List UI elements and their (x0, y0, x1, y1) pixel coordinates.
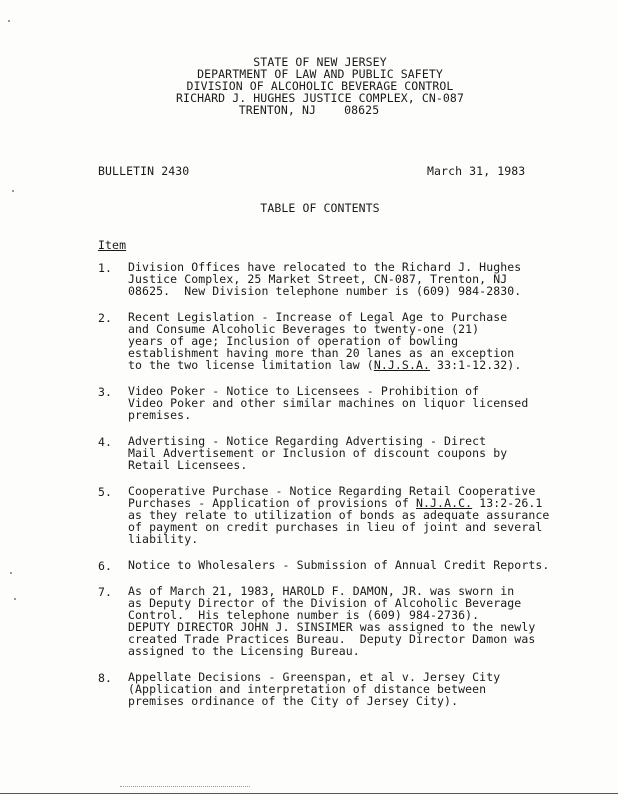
item-number: 7. (98, 585, 113, 599)
item-line: as they relate to utilization of bonds as adequate assurance (128, 508, 550, 522)
item-line: premises. (128, 408, 192, 422)
item-column-heading: Item (98, 238, 127, 252)
item-line: Cooperative Purchase - Notice Regarding Retail Cooperative (128, 484, 536, 498)
letterhead-line: DIVISION OF ALCOHOLIC BEVERAGE CONTROL (186, 79, 454, 93)
item-line: Justice Complex, 25 Market Street, CN-087, Trenton, NJ (128, 272, 508, 286)
scan-speck (10, 572, 12, 574)
letterhead-line: TRENTON, NJ 08625 (238, 103, 380, 117)
item-line: Notice to Wholesalers - Submission of Annual Credit Reports. (128, 558, 550, 572)
item-line: Video Poker - Notice to Licensees - Prohibition of (128, 384, 480, 398)
item-line: created Trade Practices Bureau. Deputy Director Damon was (128, 632, 536, 646)
item-text (128, 385, 578, 421)
toc-item (98, 385, 578, 421)
toc-title: TABLE OF CONTENTS (260, 201, 380, 215)
toc-item (98, 585, 578, 657)
scan-speck (12, 190, 14, 192)
text-run: 13:2-26.1 (472, 496, 543, 510)
item-number: 1. (98, 261, 113, 275)
statute-citation: N.J.S.A. (373, 358, 431, 372)
scan-artifact (120, 786, 250, 787)
bulletin-number: BULLETIN 2430 (98, 164, 190, 178)
item-line: liability. (128, 532, 199, 546)
item-number: 8. (98, 671, 113, 685)
toc-list (98, 261, 578, 721)
item-line: Division Offices have relocated to the Richard J. Hughes (128, 260, 522, 274)
item-line: Retail Licensees. (128, 458, 248, 472)
letterhead-line: STATE OF NEW JERSEY (253, 55, 387, 69)
item-line: Advertising - Notice Regarding Advertising - Direct (128, 434, 487, 448)
item-line: Appellate Decisions - Greenspan, et al v. Jersey City (128, 670, 501, 684)
item-text (128, 311, 578, 371)
item-line: as Deputy Director of the Division of Alcoholic Beverage (128, 596, 522, 610)
item-line: Recent Legislation - Increase of Legal Age to Purchase (128, 310, 508, 324)
toc-item (98, 485, 578, 545)
item-line: DEPUTY DIRECTOR JOHN J. SINSIMER was assigned to the newly (128, 620, 536, 634)
toc-item (98, 311, 578, 371)
toc-item (98, 261, 578, 297)
item-line: assigned to the Licensing Bureau. (128, 644, 360, 658)
item-number: 4. (98, 435, 113, 449)
toc-item (98, 435, 578, 471)
item-line: of payment on credit purchases in lieu of joint and several (128, 520, 543, 534)
item-line (128, 359, 578, 371)
letterhead (0, 56, 618, 116)
item-text (128, 435, 578, 471)
text-run: 33:1-12.32). (430, 358, 522, 372)
bulletin-date: March 31, 1983 (427, 164, 526, 178)
item-line: Video Poker and other similar machines on liquor licensed (128, 396, 529, 410)
toc-item (98, 671, 578, 707)
item-number: 3. (98, 385, 113, 399)
item-line: and Consume Alcoholic Beverages to twenty-one (21) (128, 322, 480, 336)
item-line: Control. His telephone number is (609) 984-2736). (128, 608, 480, 622)
item-number: 6. (98, 559, 113, 573)
item-line: establishment having more than 20 lanes as an exception (128, 346, 515, 360)
item-number: 2. (98, 311, 113, 325)
letterhead-line: RICHARD J. HUGHES JUSTICE COMPLEX, CN-087 (176, 91, 464, 105)
scan-speck (14, 598, 16, 600)
item-text (128, 585, 578, 657)
item-line: premises ordinance of the City of Jersey City). (128, 694, 459, 708)
item-text (128, 671, 578, 707)
text-run: Purchases - Application of provisions of (128, 496, 416, 510)
item-line: Mail Advertisement or Inclusion of discount coupons by (128, 446, 508, 460)
page-bottom-edge (0, 793, 618, 794)
letterhead-line: DEPARTMENT OF LAW AND PUBLIC SAFETY (197, 67, 443, 81)
item-line: years of age; Inclusion of operation of bowling (128, 334, 459, 348)
toc-item (98, 559, 578, 571)
item-text (128, 485, 578, 545)
item-line: 08625. New Division telephone number is (609) 984-2830. (128, 284, 522, 298)
item-text (128, 261, 578, 297)
scan-speck (8, 20, 10, 22)
item-line: As of March 21, 1983, HAROLD F. DAMON, JR. was sworn in (128, 584, 515, 598)
item-text (128, 559, 578, 571)
code-citation: N.J.A.C. (415, 496, 473, 510)
text-run: to the two license limitation law ( (128, 358, 374, 372)
item-number: 5. (98, 485, 113, 499)
item-line: (Application and interpretation of distance between (128, 682, 487, 696)
